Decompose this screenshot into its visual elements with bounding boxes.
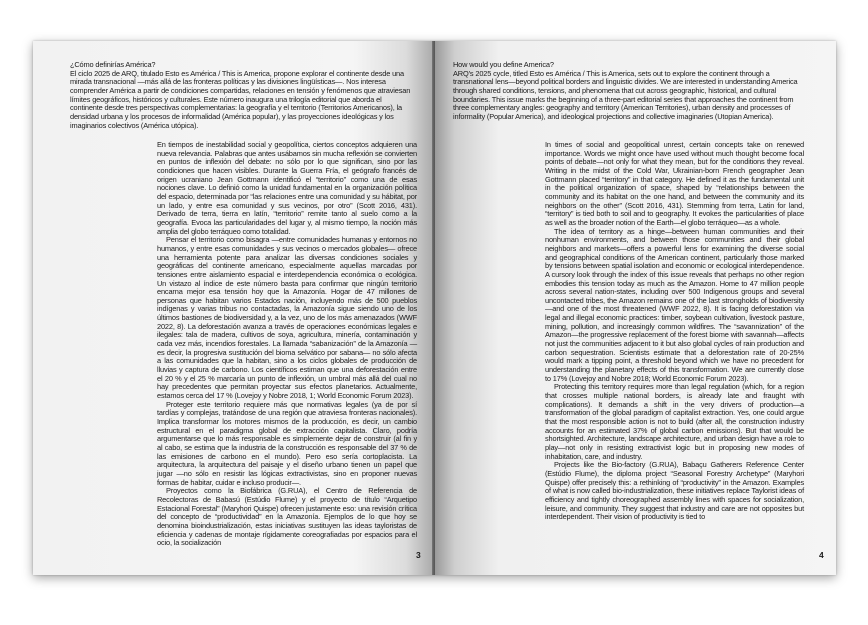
right-question: How would you define America?: [453, 60, 554, 69]
right-page-number: 4: [819, 550, 824, 560]
right-abstract: [453, 61, 803, 122]
left-page-number: 3: [416, 550, 421, 560]
right-paragraph: Projects like the Bio-factory (G.RUA), Babaçu Gatherers Reference Center (Estúdio Flume), the diploma project “Seasonal Forestry Archetype” (Maryhori Quispe) offer precisely this: a rethinking of “productivity” in the Amazon. Examples of what is now called bio-industrialization, these initiatives replace Taylorist ideas of efficiency and tightly choreographed assembly lines with spaces for socialization, leisure, and community. They suggest that industry and care are not opposites but interdependent. Their vision of productivity is tied to: [545, 460, 804, 522]
right-paragraph: In times of social and geopolitical unrest, certain concepts take on renewed importance. Words we might once have used without much thought become focal points of debate—not only for what they mean, but for the conditions they reveal. Writing in the midst of the Cold War, Ukrainian-born French geographer Jean Gottmann placed “territory” in that category. He defined it as the fundamental unit in the political organization of space, shaped by “relationships between the community and its habitat on the one hand, and between the community and its neighbors on the other” (Scott 2016, 431). Stemming from terra, Latin for land, “territory” is tied both to soil and to geography. It evokes the particularities of place as well as the broader notion of the Earth—el globo terráqueo—as a whole.: [545, 140, 804, 227]
left-abstract: [70, 61, 415, 130]
right-paragraph: The idea of territory as a hinge—between human communities and their nonhuman environments, and between those communities and their global neighbors and markets—offers a powerful lens for examining the diverse social and geographical conditions of the American continent, particularly those marked by tensions between spatial isolation and economic or ecological interdependence. A cursory look through the index of this issue reveals that perhaps no other region embodies this tension today as much as the Amazon. Home to 47 million people across several nation-states, including over 500 Indigenous groups and several uncontacted tribes, the Amazon remains one of the last strongholds of biodiversity—and one of the most threatened (WWF 2022, 8). It is facing deforestation via legal and illegal economic practices: timber, soybean cultivation, livestock pasture, mining, pollution, and increasingly common wildfires. The “savannization” of the Amazon—the progressive replacement of the forest biome with savannah—affects not just the communities adjacent to it but also global cycles of rain production and carbon sequestration. Scientists estimate that a deforestation rate of 20-25% would mark a tipping point, a threshold beyond which we have no precedent for understanding the planetary effects of this transformation. We are currently close to 17% (Lovejoy and Nobre 2018; World Economic Forum 2023).: [545, 226, 804, 383]
right-intro: ARQ’s 2025 cycle, titled Esto es América / This is America, sets out to explore the continent through a transnational lens—beyond political borders and linguistic divides. We are interested in understanding America through shared conditions, tensions, and phenomena that cut across geographic, historical, and cultural boundaries. This issue marks the beginning of a three-part editorial series that approaches the continent from three complementary angles: geography and territory (American Territories), urban density and processes of informality (Popular America), and ideological projections and collective imaginaries (Utopian America).: [453, 68, 798, 121]
left-page: [33, 41, 434, 575]
left-intro: El ciclo 2025 de ARQ, titulado Esto es América / This is America, propone explorar el continente desde una mirada transnacional —más allá de las fronteras políticas y las divisiones lingüísticas—. Nos interesa comprender América a partir de condiciones compartidas, relaciones en tensión y fenómenos que atraviesan límites geográficos, históricos y culturales. Este número inaugura una trilogía editorial que aborda el continente desde tres perspectivas complementarias: la geografía y el territorio (Territorios Americanos), la densidad urbana y los procesos de informalidad (América popular), y las proyecciones ideológicas y los imaginarios colectivos (América utópica).: [70, 68, 411, 130]
left-question: ¿Cómo definirías América?: [70, 60, 156, 69]
left-paragraph: En tiempos de inestabilidad social y geopolítica, ciertos conceptos adquieren una nueva relevancia. Palabras que antes usábamos sin mucha reflexión se convierten en puntos de inflexión del debate: no sólo por lo que significan, sino por las condiciones que hacen visibles. Durante la Guerra Fría, el geógrafo francés de origen ucraniano Jean Gottmann identificó el “territorio” como una de esas nociones clave. Lo definió como la unidad fundamental en la organización política del espacio, determinada por “las relaciones entre una comunidad y su hábitat, por un lado, y entre esa comunidad y sus vecinos, por otro” (Scott 2016, 431). Derivado de terra, tierra en latín, “territorio” remite tanto al suelo como a la geografía. Evoca las particularidades del lugar y, al mismo tiempo, la noción más amplia del globo terráqueo como totalidad.: [157, 140, 417, 236]
right-paragraph: Protecting this territory requires more than legal regulation (which, for a region that crosses multiple national borders, is already late and fraught with complications). It demands a shift in the very drivers of production—a transformation of the global paradigm of capitalist extraction. Yes, one could argue that the most responsible action is not to build (after all, the construction industry accounts for an estimated 37% of global carbon emissions). But that would be shortsighted. Architecture, landscape architecture, and urban design have a role to play—not only in resisting extractivist logic but in proposing new modes of inhabitation, care, and industry.: [545, 382, 804, 461]
left-paragraph: Proyectos como la Biofábrica (G.RUA), el Centro de Referencia de Recolectoras de Babasú (Estúdio Flume) y el proyecto de título “Arquetipo Estacional Forestal” (Maryhori Quispe) ofrecen justamente eso: una revisión crítica del concepto de “productividad” en la Amazonía. Ejemplos de lo que hoy se denomina bioindustrialización, estas iniciativas sustituyen las ideas tayloristas de eficiencia y cadenas de montaje rígidamente coreografiadas por espacios para el ocio, la socialización: [157, 486, 417, 548]
right-body-column: [545, 141, 804, 522]
left-paragraph: Proteger este territorio requiere más que normativas legales (ya de por sí tardías y complejas, tratándose de una región que atraviesa fronteras nacionales). Implica transformar los motores mismos de la producción, es decir, un cambio estructural en el paradigma global de extracción capitalista. Claro, podría argumentarse que lo más responsable es simplemente dejar de construir (al fin y al cabo, se estima que la industria de la construcción es responsable del 37 % de las emisiones de carbono en el mundo). Pero eso sería cortoplacista. La arquitectura, la arquitectura del paisaje y el diseño urbano tienen un papel que jugar —no sólo en resistir las lógicas extractivistas, sino en proponer nuevas formas de habitar, cuidar e incluso producir—.: [157, 399, 417, 487]
right-page: [435, 41, 836, 575]
magazine-spread: [33, 41, 836, 575]
left-body-column: [157, 141, 417, 548]
left-paragraph: Pensar el territorio como bisagra —entre comunidades humanas y entornos no humanos, y entre esas comunidades y sus vecinos o mercados globales— ofrece una herramienta potente para analizar las diversas condiciones sociales y geográficas del continente americano, especialmente aquellas marcadas por tensiones entre aislamiento espacial e interdependencia económica o ecológica. Un vistazo al índice de este número basta para confirmar que ningún territorio encarna mejor esa tensión hoy que la Amazonía. Hogar de 47 millones de personas que habitan varios Estados nación, incluyendo más de 500 pueblos indígenas y varias tribus no contactadas, la Amazonía sigue siendo uno de los últimos bastiones de biodiversidad y, a la vez, uno de los más amenazados (WWF 2022, 8). La deforestación avanza a través de operaciones económicas legales e ilegales: tala de madera, cultivos de soya, agricultura, minería, contaminación y cada vez más, incendios forestales. La llamada “sabanización” de la Amazonía —es decir, la progresiva sustitución del bioma selvático por sabana— no sólo afecta a las comunidades que la habitan, sino a los ciclos globales de producción de lluvias y captura de carbono. Los científicos estiman que una deforestación entre el 20 % y el 25 % marcaría un punto de inflexión, un umbral más allá del cual no hay precedentes que permitan proyectar sus efectos planetarios. Actualmente, estamos cerca del 17 % (Lovejoy y Nobre 2018, 1; World Economic Forum 2023).: [157, 235, 417, 401]
